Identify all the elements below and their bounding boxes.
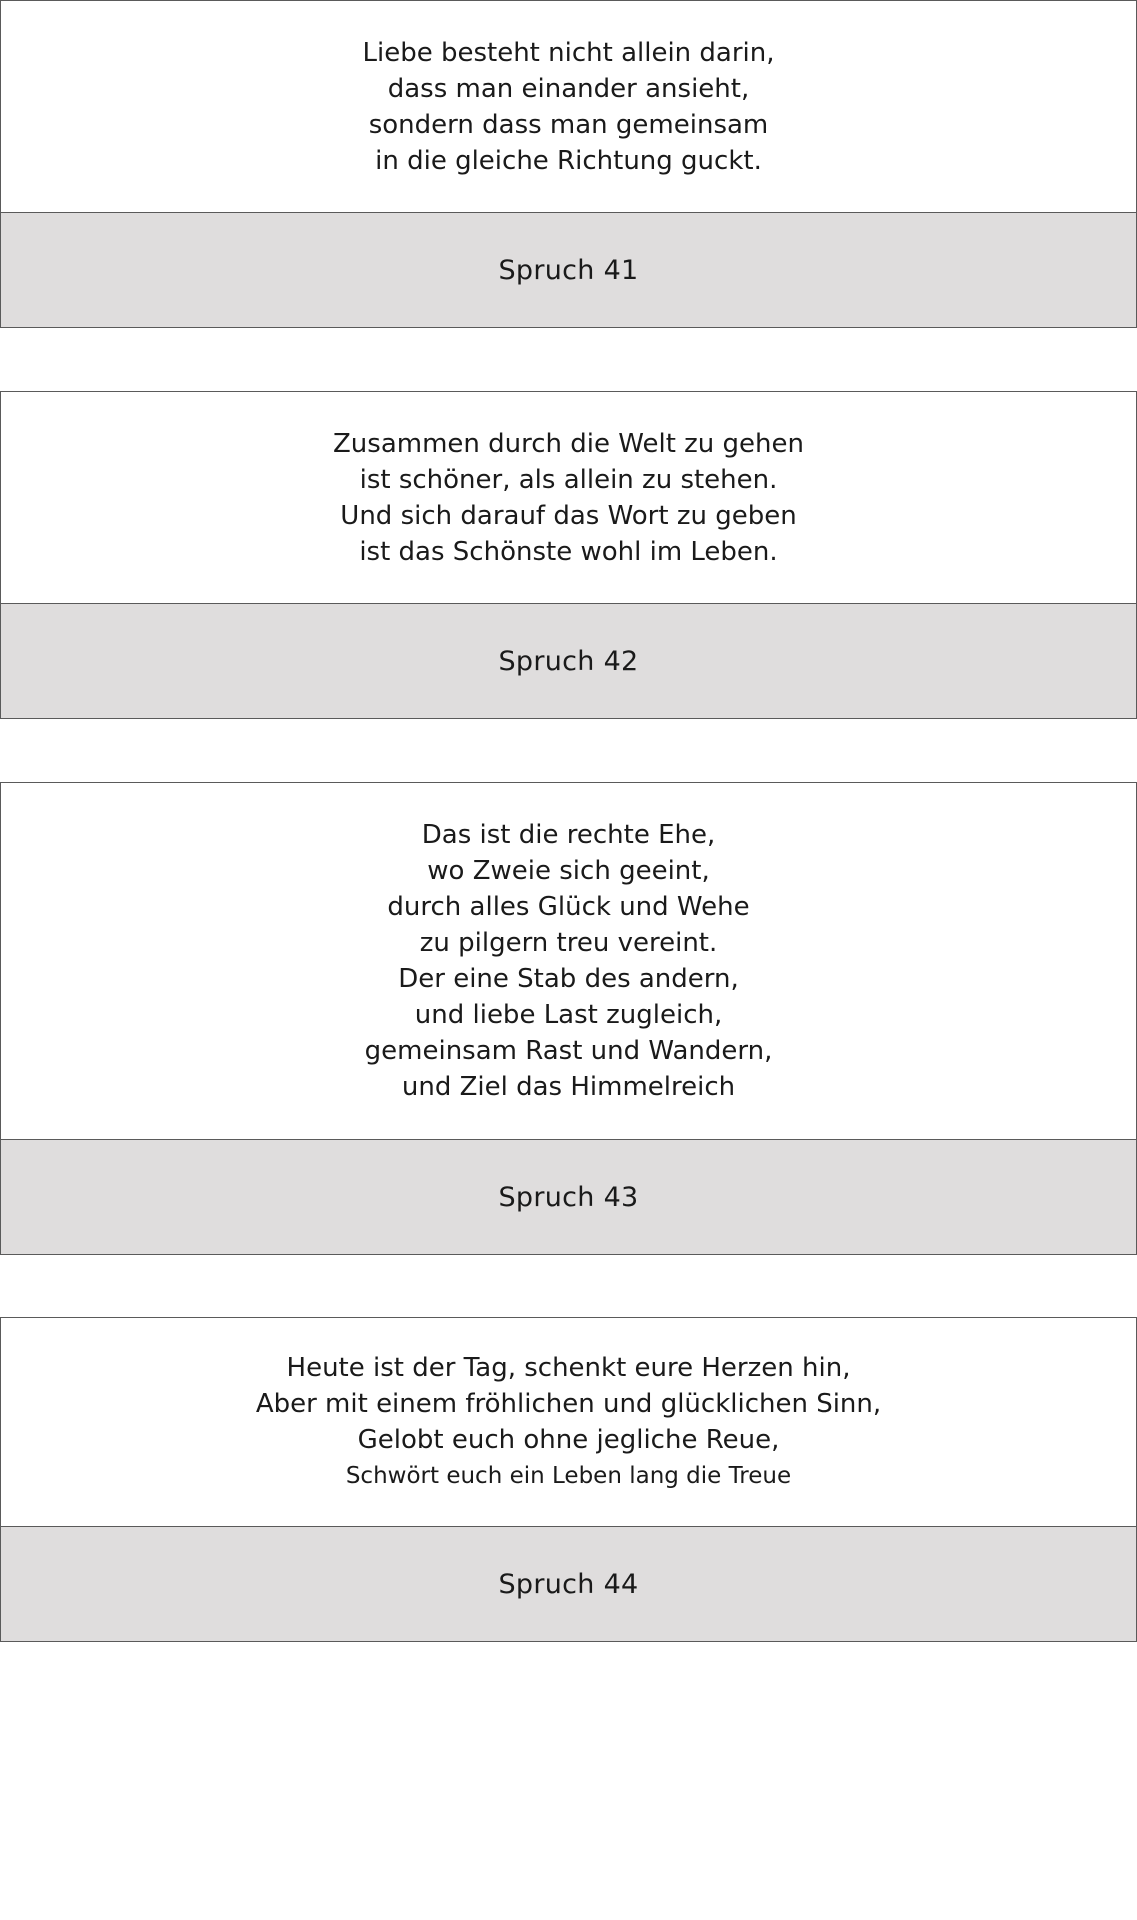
- verse-line: Der eine Stab des andern,: [398, 964, 739, 994]
- verse-line: Liebe besteht nicht allein darin,: [362, 37, 775, 68]
- label-box: [1, 213, 1136, 327]
- verse-line: durch alles Glück und Wehe: [387, 892, 750, 922]
- verse-text: [333, 426, 804, 570]
- verse-box: [1, 1, 1136, 213]
- verse-line: Heute ist der Tag, schenkt eure Herzen hin,: [286, 1353, 851, 1383]
- spruch-label: Spruch 43: [498, 1181, 639, 1213]
- verse-box: [1, 783, 1136, 1140]
- spruch-card-44: [0, 1317, 1137, 1642]
- verse-line: Das ist die rechte Ehe,: [421, 820, 716, 850]
- verse-line: Schwört euch ein Leben lang die Treue: [345, 1463, 792, 1489]
- verse-line: zu pilgern treu vereint.: [419, 928, 718, 958]
- verse-line: sondern dass man gemeinsam: [368, 109, 769, 140]
- verse-text: [365, 817, 773, 1105]
- label-box: [1, 604, 1136, 718]
- verse-line: gemeinsam Rast und Wandern,: [364, 1036, 773, 1066]
- verse-line: dass man einander ansieht,: [387, 73, 750, 104]
- spruch-card-43: [0, 782, 1137, 1255]
- verse-line: Und sich darauf das Wort zu geben: [340, 500, 797, 531]
- verse-line: wo Zweie sich geeint,: [427, 856, 710, 886]
- verse-line: in die gleiche Richtung guckt.: [375, 145, 762, 176]
- verse-line: und Ziel das Himmelreich: [401, 1072, 736, 1102]
- label-box: [1, 1140, 1136, 1254]
- label-box: [1, 1527, 1136, 1641]
- verse-box: [1, 1318, 1136, 1527]
- verse-text: [256, 1350, 881, 1494]
- spruch-label: Spruch 42: [498, 645, 639, 677]
- verse-line: und liebe Last zugleich,: [414, 1000, 723, 1030]
- verse-line: Zusammen durch die Welt zu gehen: [333, 428, 804, 459]
- spruch-label: Spruch 41: [498, 254, 639, 286]
- spruch-label: Spruch 44: [498, 1568, 639, 1600]
- verse-line: ist das Schönste wohl im Leben.: [359, 536, 778, 567]
- verse-line: Gelobt euch ohne jegliche Reue,: [357, 1425, 780, 1455]
- spruch-card-41: [0, 0, 1137, 328]
- verse-text: [362, 35, 774, 179]
- verse-line: ist schöner, als allein zu stehen.: [359, 464, 778, 495]
- spruch-card-42: [0, 391, 1137, 719]
- verse-box: [1, 392, 1136, 604]
- verse-line: Aber mit einem fröhlichen und glücklichen Sinn,: [255, 1389, 882, 1419]
